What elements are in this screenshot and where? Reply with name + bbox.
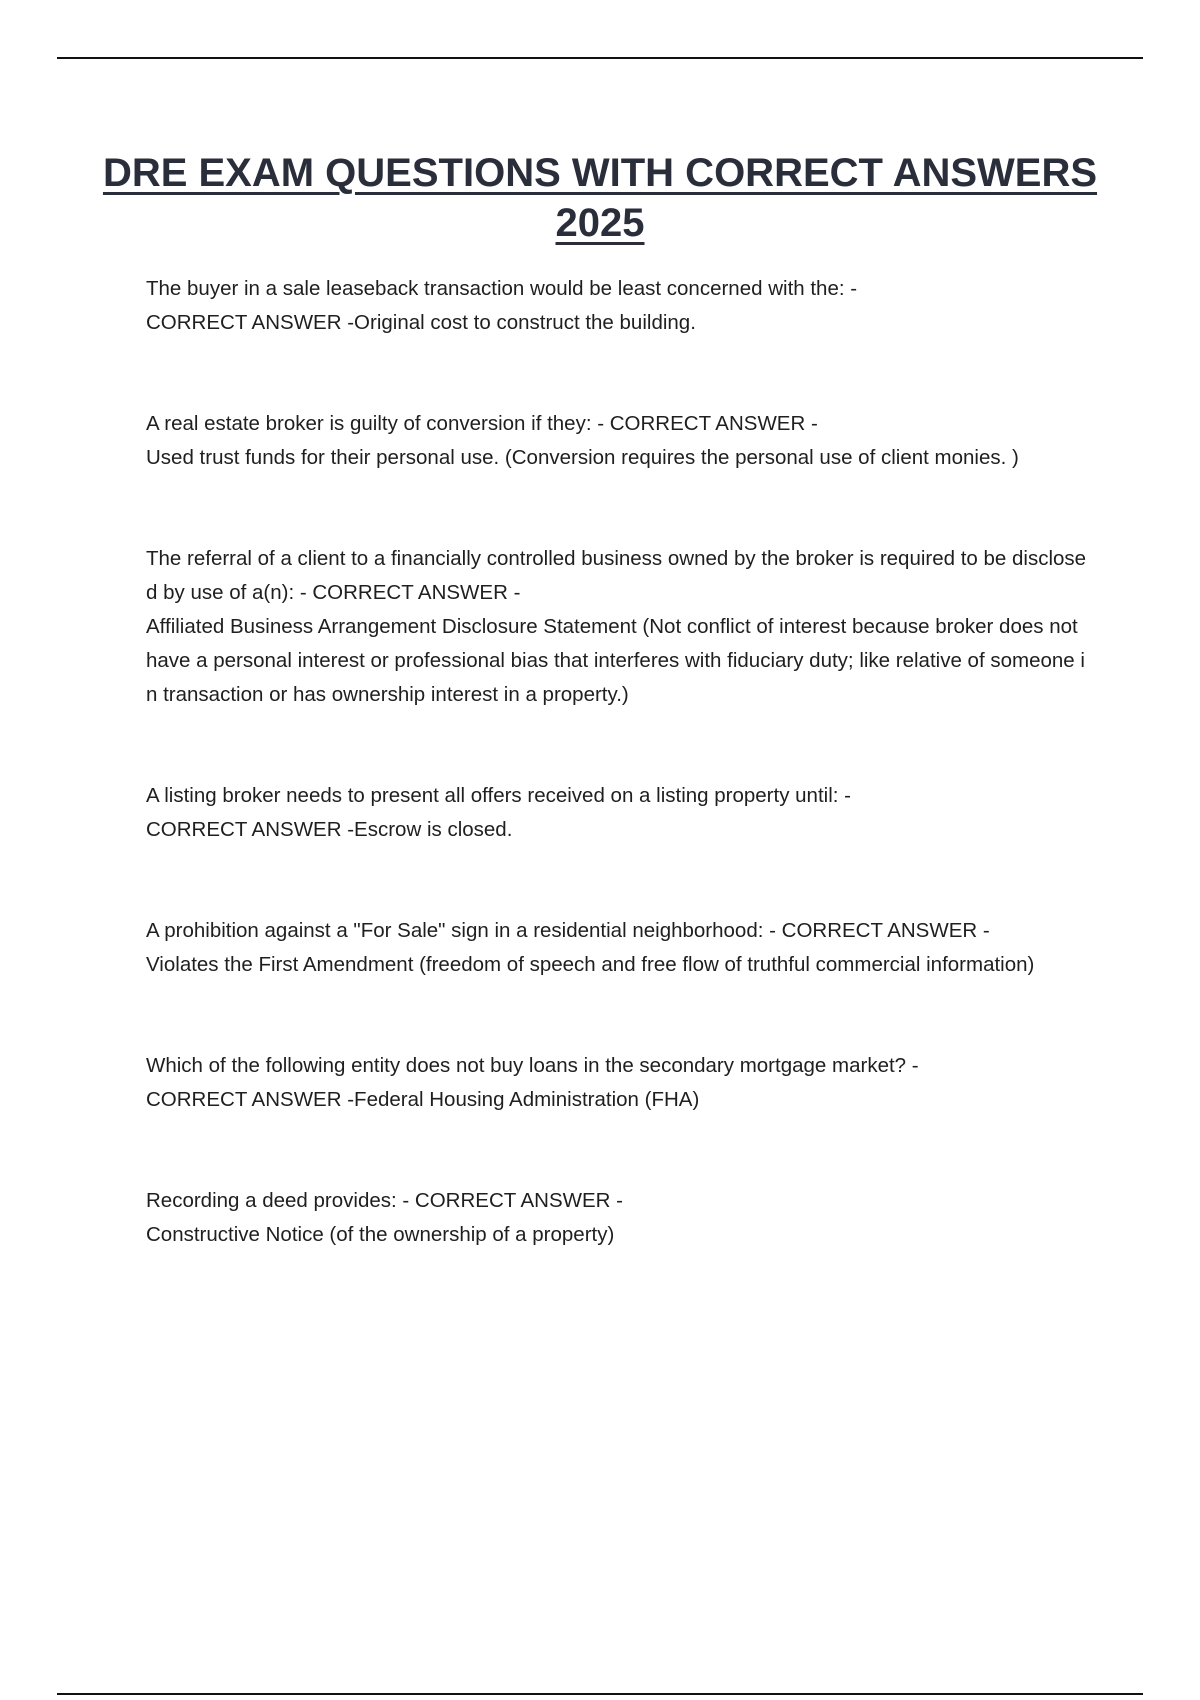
qa-item-5 — [146, 914, 1091, 982]
qa-item-3 — [146, 542, 1091, 712]
page-title-text: DRE EXAM QUESTIONS WITH CORRECT ANSWERS 2025 — [102, 151, 1098, 245]
qa-item-6 — [146, 1049, 1091, 1117]
question-text: A real estate broker is guilty of conversion if they: - CORRECT ANSWER - — [146, 412, 818, 435]
question-text: Recording a deed provides: - CORRECT ANSWER - — [146, 1189, 623, 1212]
question-text: The referral of a client to a financially controlled business owned by the broker is required to be disclosed by use of a(n): - CORRECT ANSWER - — [146, 547, 1087, 604]
bottom-rule — [57, 1693, 1143, 1695]
qa-item-4 — [146, 779, 1091, 847]
qa-item-2 — [146, 407, 1091, 475]
page-title — [100, 148, 1100, 248]
answer-text: CORRECT ANSWER -Escrow is closed. — [146, 818, 513, 841]
top-rule — [57, 57, 1143, 59]
qa-list — [146, 272, 1091, 1319]
question-text: Which of the following entity does not buy loans in the secondary mortgage market? - — [146, 1054, 919, 1077]
question-text: A prohibition against a "For Sale" sign in a residential neighborhood: - CORRECT ANSWER - — [146, 919, 990, 942]
qa-item-7 — [146, 1184, 1091, 1252]
question-text: The buyer in a sale leaseback transaction would be least concerned with the: - — [146, 277, 858, 300]
answer-text: Affiliated Business Arrangement Disclosure Statement (Not conflict of interest because broker does not have a personal interest or professional bias that interferes with fiduciary duty; like relative of someone in transaction or has ownership interest in a property.) — [146, 615, 1085, 706]
answer-text: Constructive Notice (of the ownership of a property) — [146, 1223, 615, 1246]
qa-item-1 — [146, 272, 1091, 340]
answer-text: Used trust funds for their personal use. (Conversion requires the personal use of client monies. ) — [146, 446, 1019, 469]
answer-text: CORRECT ANSWER -Original cost to construct the building. — [146, 311, 696, 334]
answer-text: Violates the First Amendment (freedom of speech and free flow of truthful commercial information) — [146, 953, 1035, 976]
question-text: A listing broker needs to present all offers received on a listing property until: - — [146, 784, 851, 807]
answer-text: CORRECT ANSWER -Federal Housing Administration (FHA) — [146, 1088, 700, 1111]
